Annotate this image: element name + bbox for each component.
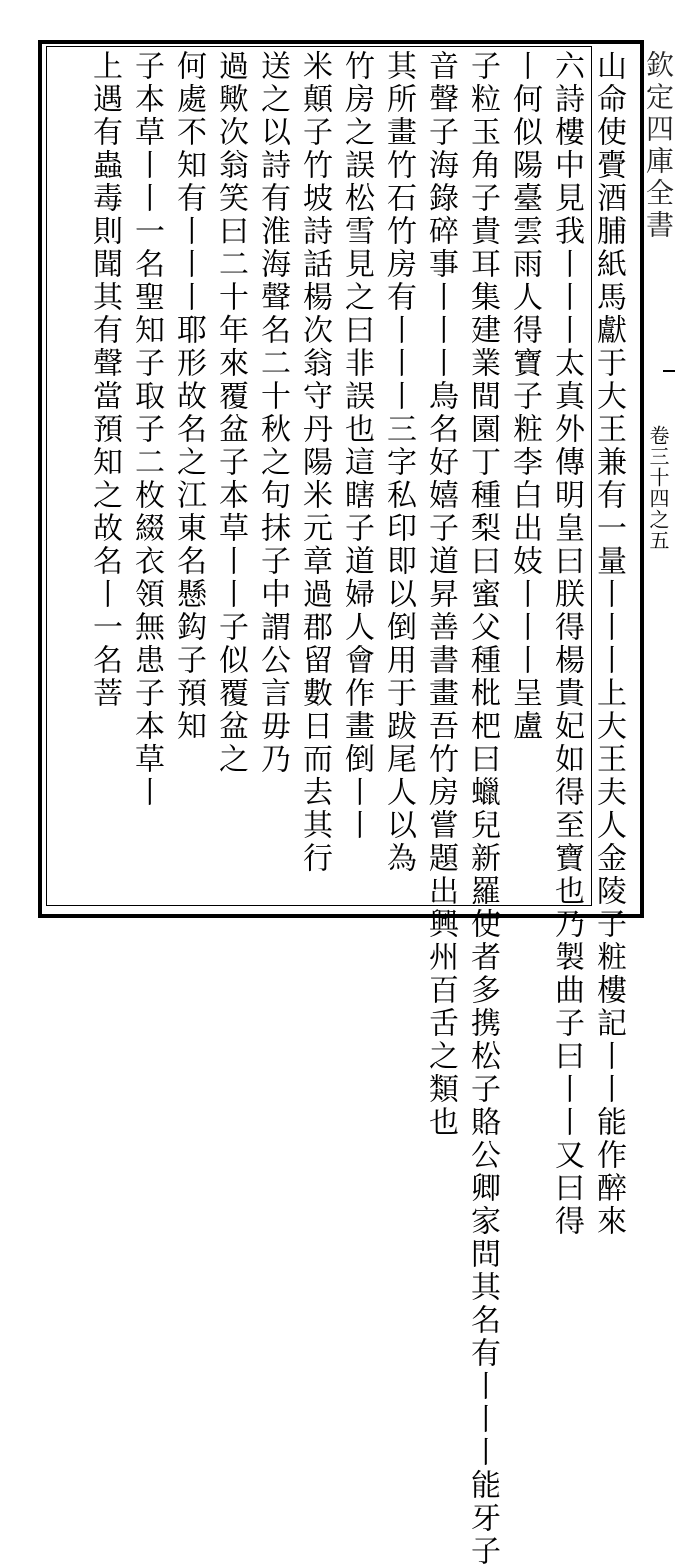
page-gutter	[643, 40, 673, 920]
text-column-3: 丨何似陽臺雲雨人得寶子粧李白出妓丨丨丨呈盧	[507, 50, 542, 743]
text-column-4: 子粒玉角子貴耳集建業間園丁種梨曰蜜父種枇杷曰蠟兒新羅使者多携松子賂公卿家問其名有丨丨丨能牙子	[465, 50, 500, 1568]
running-title: 欽定四庫全書	[642, 50, 675, 242]
text-column-5: 音聲子海錄碎事丨丨丨鳥名好嬉子道昇善書畫吾竹房嘗題出興州百舌之類也	[423, 50, 458, 1139]
text-column-10: 過歟次翁笑曰二十年來覆盆子本草丨丨子似覆盆之	[213, 50, 248, 776]
text-column-11: 何處不知有丨丨丨耶形故名之江東名懸鈎子預知	[171, 50, 206, 743]
text-column-13: 上遇有蟲毒則聞其有聲當預知之故名丨一名菩	[87, 50, 122, 710]
text-column-9: 送之以詩有淮海聲名二十秋之句抹子中謂公言毋乃	[255, 50, 290, 776]
fold-mark	[663, 370, 675, 372]
text-column-8: 米顛子竹坡詩話楊次翁守丹陽米元章過郡留數日而去其行	[297, 50, 332, 875]
text-column-12: 子本草丨丨一名聖知子取子二枚綴衣領無患子本草丨	[129, 50, 164, 809]
text-column-7: 竹房之誤松雪見之曰非誤也這瞎子道婦人會作畫倒丨丨	[339, 50, 374, 842]
text-column-6: 其所畫竹石竹房有丨丨丨三字私印即以倒用于跋尾人以為	[381, 50, 416, 875]
text-column-1: 山命使賷酒脯紙馬獻于大王兼有一量丨丨丨上大王夫人金陵子粧樓記丨丨能作醉來	[591, 50, 626, 1238]
text-column-2: 六詩樓中見我丨丨丨太真外傳明皇曰朕得楊貴妃如得至寶也乃製曲子曰丨丨又曰得	[549, 50, 584, 1238]
volume-number: 卷三十四之五	[646, 425, 670, 551]
